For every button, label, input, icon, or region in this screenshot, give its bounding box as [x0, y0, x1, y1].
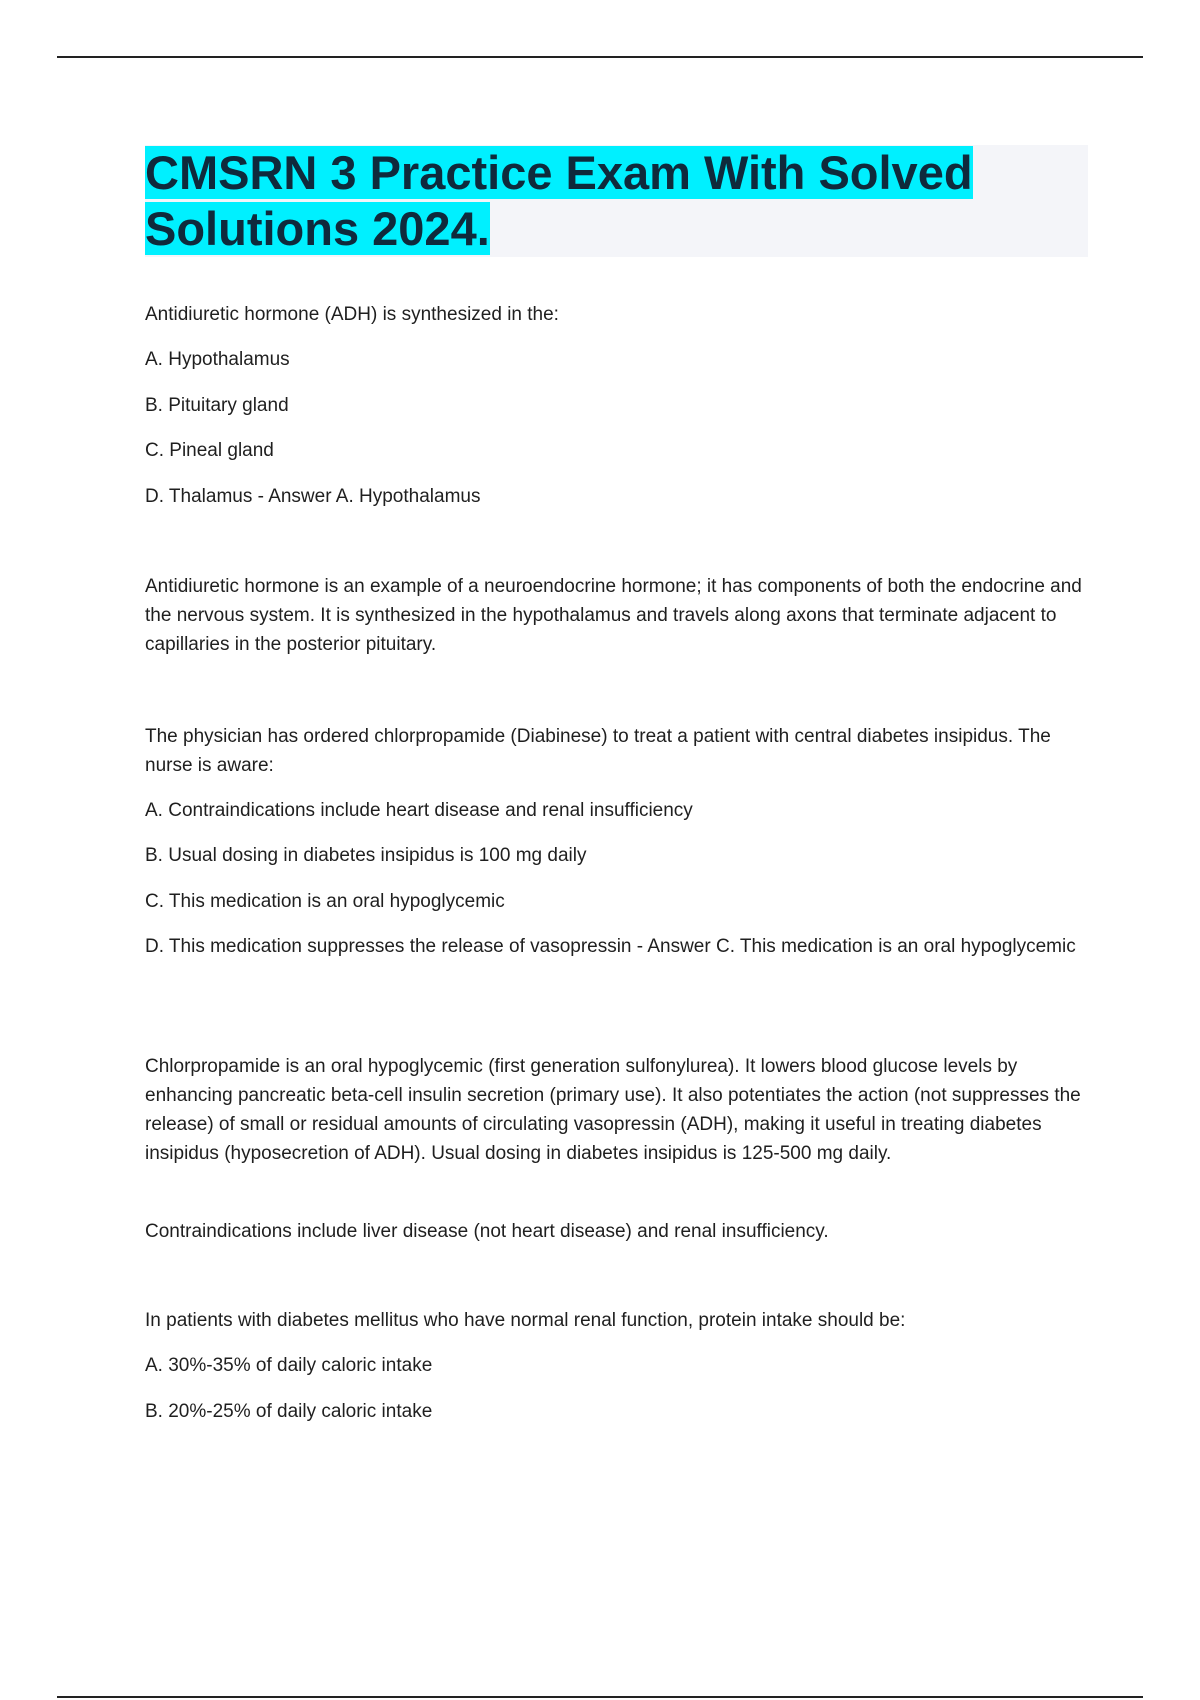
q1-explanation: Antidiuretic hormone is an example of a neuroendocrine hormone; it has components of both the endocrine and the nervous system. It is synthesized in the hypothalamus and travels along axons that terminate adjacent to capillaries in the posterior pituitary. — [145, 576, 1082, 655]
q1-question: Antidiuretic hormone (ADH) is synthesized in the: — [145, 304, 559, 325]
q1-option-d-answer: D. Thalamus - Answer A. Hypothalamus — [145, 486, 481, 507]
title-block — [145, 145, 1088, 257]
q3-option-b: B. 20%-25% of daily caloric intake — [145, 1401, 433, 1422]
q2-option-d-answer: D. This medication suppresses the release of vasopressin - Answer C. This medication is an oral hypoglycemic — [145, 936, 1076, 957]
q2-explanation-2: Contraindications include liver disease (not heart disease) and renal insufficiency. — [145, 1221, 829, 1242]
q2-question: The physician has ordered chlorpropamide (Diabinese) to treat a patient with central diabetes insipidus. The nurse is aware: — [145, 726, 1051, 776]
q3-question: In patients with diabetes mellitus who have normal renal function, protein intake should be: — [145, 1310, 906, 1331]
q3-option-a: A. 30%-35% of daily caloric intake — [145, 1355, 433, 1376]
q1-option-c: C. Pineal gland — [145, 440, 274, 461]
top-divider — [57, 56, 1143, 58]
q2-option-a: A. Contraindications include heart disease and renal insufficiency — [145, 800, 693, 821]
q2-option-b: B. Usual dosing in diabetes insipidus is 100 mg daily — [145, 845, 587, 866]
q2-option-c: C. This medication is an oral hypoglycemic — [145, 891, 505, 912]
q1-option-a: A. Hypothalamus — [145, 349, 290, 370]
document-title: CMSRN 3 Practice Exam With Solved Solutions 2024. — [145, 146, 973, 255]
bottom-divider — [57, 1696, 1143, 1698]
q1-option-b: B. Pituitary gland — [145, 395, 289, 416]
q2-explanation: Chlorpropamide is an oral hypoglycemic (first generation sulfonylurea). It lowers blood glucose levels by enhancing pancreatic beta-cell insulin secretion (primary use). It also potentiates the action (not suppresses the release) of small or residual amounts of circulating vasopressin (ADH), making it useful in treating diabetes insipidus (hyposecretion of ADH). Usual dosing in diabetes insipidus is 125-500 mg daily. — [145, 1056, 1081, 1164]
